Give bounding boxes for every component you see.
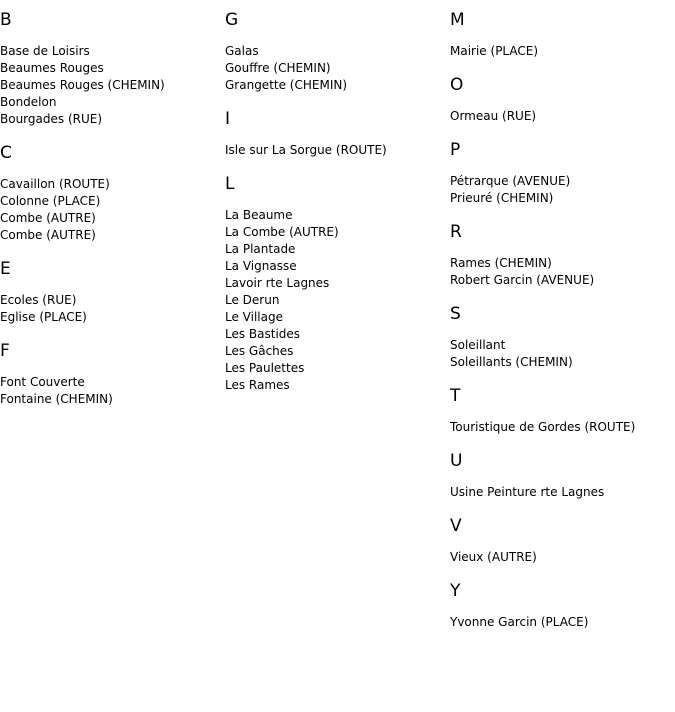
street-link[interactable]: Eglise (PLACE) (0, 310, 87, 324)
street-list-item (450, 337, 675, 354)
street-list-item (0, 77, 225, 94)
street-link[interactable]: Les Rames (225, 378, 290, 392)
street-list-item (450, 43, 675, 60)
street-list-item (225, 326, 450, 343)
street-link[interactable]: La Plantade (225, 242, 296, 256)
street-link[interactable]: Grangette (CHEMIN) (225, 78, 348, 92)
street-list-item (0, 94, 225, 111)
index-column (225, 8, 450, 407)
letter-heading: O (450, 75, 464, 95)
street-link[interactable]: Les Gâches (225, 344, 294, 358)
street-link[interactable]: Beaumes Rouges (CHEMIN) (0, 78, 165, 92)
letter-heading: E (0, 259, 11, 279)
letter-group (0, 141, 225, 244)
street-link[interactable]: Beaumes Rouges (0, 61, 104, 75)
letter-group (450, 138, 675, 207)
street-list-item (0, 60, 225, 77)
letter-group (225, 107, 450, 159)
street-link[interactable]: Galas (225, 44, 259, 58)
street-list-item (0, 111, 225, 128)
street-link[interactable]: Combe (AUTRE) (0, 211, 96, 225)
street-list-item (450, 255, 675, 272)
letter-group (0, 8, 225, 128)
street-link[interactable]: Mairie (PLACE) (450, 44, 539, 58)
street-link[interactable]: La Vignasse (225, 259, 297, 273)
street-list (225, 43, 450, 94)
street-list (450, 43, 675, 60)
street-link[interactable]: Le Derun (225, 293, 280, 307)
letter-heading: C (0, 143, 12, 163)
street-link[interactable]: Lavoir rte Lagnes (225, 276, 330, 290)
street-link[interactable]: Font Couverte (0, 375, 85, 389)
street-link[interactable]: La Combe (AUTRE) (225, 225, 339, 239)
street-list (0, 43, 225, 128)
letter-group (450, 514, 675, 566)
street-link[interactable]: Prieuré (CHEMIN) (450, 191, 554, 205)
street-link[interactable]: Les Bastides (225, 327, 301, 341)
letter-heading: P (450, 140, 461, 160)
street-list-item (450, 108, 675, 125)
street-link[interactable]: Ormeau (RUE) (450, 109, 537, 123)
street-list-item (225, 309, 450, 326)
street-link[interactable]: Rames (CHEMIN) (450, 256, 552, 270)
street-list (0, 292, 225, 326)
letter-group (450, 449, 675, 501)
letter-group (450, 579, 675, 631)
street-list (450, 337, 675, 371)
street-list-item (450, 190, 675, 207)
street-link[interactable]: Soleillant (450, 338, 506, 352)
street-link[interactable]: Ecoles (RUE) (0, 293, 77, 307)
street-list (0, 374, 225, 408)
street-list-item (450, 354, 675, 371)
letter-heading: M (450, 10, 465, 30)
letter-group (450, 220, 675, 289)
street-list-item (450, 173, 675, 190)
street-list (225, 207, 450, 394)
street-list (450, 255, 675, 289)
street-link[interactable]: Le Village (225, 310, 283, 324)
street-list-item (0, 193, 225, 210)
street-list (450, 419, 675, 436)
street-link[interactable]: Bourgades (RUE) (0, 112, 103, 126)
letter-group (450, 302, 675, 371)
street-list-item (225, 142, 450, 159)
street-link[interactable]: Isle sur La Sorgue (ROUTE) (225, 143, 387, 157)
street-list-item (225, 275, 450, 292)
street-link[interactable]: Usine Peinture rte Lagnes (450, 485, 605, 499)
street-link[interactable]: Touristique de Gordes (ROUTE) (450, 420, 636, 434)
street-link[interactable]: Bondelon (0, 95, 57, 109)
letter-heading: S (450, 304, 461, 324)
street-list-item (0, 43, 225, 60)
street-list-item (450, 614, 675, 631)
letter-heading: G (225, 10, 239, 30)
letter-heading: B (0, 10, 12, 30)
street-link[interactable]: Cavaillon (ROUTE) (0, 177, 110, 191)
street-list (450, 173, 675, 207)
street-list-item (225, 360, 450, 377)
letter-heading: I (225, 109, 231, 129)
street-link[interactable]: Fontaine (CHEMIN) (0, 392, 113, 406)
street-link[interactable]: Colonne (PLACE) (0, 194, 101, 208)
street-link[interactable]: Soleillants (CHEMIN) (450, 355, 573, 369)
street-list (225, 142, 450, 159)
street-link[interactable]: La Beaume (225, 208, 293, 222)
street-list-item (225, 292, 450, 309)
street-list-item (450, 484, 675, 501)
letter-group (450, 73, 675, 125)
street-list-item (0, 227, 225, 244)
street-list-item (0, 292, 225, 309)
street-link[interactable]: Base de Loisirs (0, 44, 90, 58)
street-list (0, 176, 225, 244)
street-list-item (450, 272, 675, 289)
street-list-item (225, 77, 450, 94)
letter-heading: R (450, 222, 462, 242)
index-column (0, 8, 225, 421)
street-list (450, 108, 675, 125)
street-list (450, 614, 675, 631)
street-list-item (0, 309, 225, 326)
street-list-item (225, 343, 450, 360)
street-list-item (225, 224, 450, 241)
letter-group (225, 172, 450, 394)
street-list-item (450, 419, 675, 436)
letter-heading: V (450, 516, 462, 536)
street-list-item (225, 43, 450, 60)
street-list-item (225, 207, 450, 224)
letter-heading: L (225, 174, 235, 194)
street-list (450, 484, 675, 501)
street-list-item (0, 391, 225, 408)
street-link[interactable]: Yvonne Garcin (PLACE) (450, 615, 589, 629)
letter-heading: U (450, 451, 463, 471)
letter-heading: T (450, 386, 461, 406)
street-list-item (225, 241, 450, 258)
letter-group (225, 8, 450, 94)
street-list-item (0, 374, 225, 391)
letter-heading: Y (450, 581, 461, 601)
street-link[interactable]: Vieux (AUTRE) (450, 550, 537, 564)
street-list (450, 549, 675, 566)
street-list-item (225, 60, 450, 77)
letter-group (0, 257, 225, 326)
street-list-item (225, 258, 450, 275)
street-link[interactable]: Robert Garcin (AVENUE) (450, 273, 595, 287)
street-link[interactable]: Les Paulettes (225, 361, 305, 375)
street-list-item (0, 210, 225, 227)
street-list-item (450, 549, 675, 566)
street-link[interactable]: Combe (AUTRE) (0, 228, 96, 242)
street-list-item (225, 377, 450, 394)
street-list-item (0, 176, 225, 193)
index-column (450, 8, 675, 644)
letter-heading: F (0, 341, 10, 361)
letter-group (450, 8, 675, 60)
street-link[interactable]: Gouffre (CHEMIN) (225, 61, 331, 75)
street-link[interactable]: Pétrarque (AVENUE) (450, 174, 571, 188)
letter-group (0, 339, 225, 408)
letter-group (450, 384, 675, 436)
